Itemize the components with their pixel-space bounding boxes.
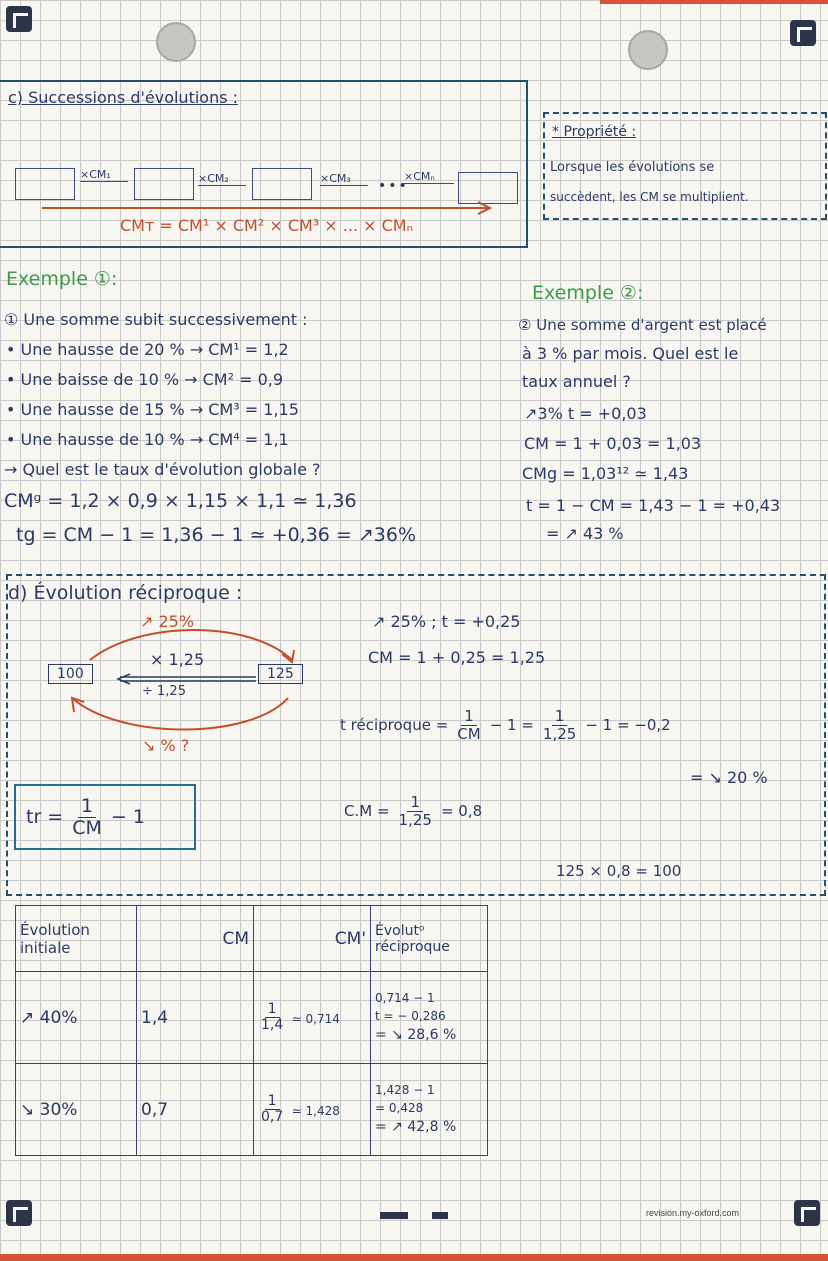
example2-line: ② Une somme d'argent est placé	[518, 316, 767, 334]
cm-result: = 0,8	[440, 802, 483, 820]
table-header-cell: Évolution initiale	[16, 906, 137, 972]
arrow-label-cm3: ×CM₃	[320, 172, 368, 186]
table-cell-cmp	[254, 1064, 371, 1156]
example2-line: à 3 % par mois. Quel est le	[522, 344, 739, 363]
cm-den: 1,25	[398, 810, 432, 829]
arrow-label-cm2: ×CM₂	[198, 172, 246, 186]
example1-line: • Une hausse de 20 % → CM¹ = 1,2	[6, 340, 289, 359]
recip-frac2-den: 1,25	[542, 724, 577, 743]
cmp-den: 1,4	[261, 1017, 284, 1033]
recip-step: = ↘ 28,6 %	[375, 1027, 457, 1043]
recip-label: t réciproque =	[340, 716, 449, 734]
punch-hole-left	[156, 22, 196, 62]
tr-rhs: − 1	[110, 806, 145, 829]
table-cell-cm: 0,7	[137, 1064, 254, 1156]
example2-line: = ↗ 43 %	[546, 524, 624, 543]
recip-line2: CM = 1 + 0,25 = 1,25	[368, 648, 546, 667]
recip-step: t = − 0,286	[375, 1009, 446, 1023]
corner-mark-bottom-right	[794, 1200, 820, 1226]
example1-question: → Quel est le taux d'évolution globale ?	[4, 460, 321, 479]
arrow-label-cmn: ×CMₙ	[404, 170, 454, 184]
example1-calc1: CMᵍ = 1,2 × 0,9 × 1,15 × 1,1 ≃ 1,36	[4, 490, 357, 512]
example1-title: Exemple ①:	[6, 268, 118, 290]
recip-frac1-den: CM	[457, 724, 481, 743]
table-cell-initial: ↗ 40%	[16, 972, 137, 1064]
punch-hole-right	[628, 30, 668, 70]
ellipsis-dots: •••	[378, 178, 409, 194]
cm-total-formula: CMᴛ = CM¹ × CM² × CM³ × ... × CMₙ	[120, 216, 413, 235]
corner-mark-bottom-left	[6, 1200, 32, 1226]
recip-frac2-num: 1	[552, 708, 568, 726]
example1-intro: ① Une somme subit successivement :	[4, 310, 308, 329]
table-row	[16, 1064, 488, 1156]
property-text-line2: succèdent, les CM se multiplient.	[550, 190, 749, 204]
recip-step: 1,428 − 1	[375, 1083, 435, 1097]
recip-formula	[340, 708, 671, 742]
recip-end: − 1 = −0,2	[585, 716, 671, 734]
section-c-title: c) Successions d'évolutions :	[8, 88, 239, 107]
property-title: * Propriété :	[552, 124, 637, 140]
example2-line: CMg = 1,03¹² ≃ 1,43	[522, 464, 689, 483]
example2-line: ↗3% t = +0,03	[524, 404, 647, 423]
evolution-cell	[252, 168, 312, 200]
table-header-cell: CM	[137, 906, 254, 972]
example1-calc2: tg = CM − 1 = 1,36 − 1 ≃ +0,36 = ↗36%	[16, 524, 417, 546]
global-arrow	[40, 198, 500, 218]
table-cell-cmp	[254, 972, 371, 1064]
cm-formula	[344, 794, 482, 828]
bottom-red-edge	[0, 1254, 828, 1261]
corner-mark-top-right	[790, 20, 816, 46]
cm-label: C.M =	[344, 802, 390, 820]
table-header-row	[16, 906, 488, 972]
diagram-bottom-label: ↘ % ?	[142, 736, 190, 755]
footer-mark	[380, 1212, 408, 1219]
table-row	[16, 972, 488, 1064]
top-red-edge	[600, 0, 828, 4]
table-cell-recip	[371, 972, 488, 1064]
recip-mid: − 1 =	[489, 716, 534, 734]
evolution-cell	[134, 168, 194, 200]
example2-line: taux annuel ?	[522, 372, 631, 391]
reciprocal-table	[15, 905, 488, 1156]
cmp-num: 1	[265, 1094, 280, 1110]
example2-line: t = 1 − CM = 1,43 − 1 = +0,43	[526, 496, 781, 515]
example2-line: CM = 1 + 0,03 = 1,03	[524, 434, 702, 453]
cmp-value: ≃ 1,428	[291, 1103, 340, 1118]
cmp-value: ≃ 0,714	[291, 1011, 340, 1026]
example1-line: • Une baisse de 10 % → CM² = 0,9	[6, 370, 284, 389]
cmp-den: 0,7	[261, 1109, 284, 1125]
corner-mark-top-left	[6, 6, 32, 32]
diagram-right-value: 125	[258, 664, 303, 684]
table-cell-recip	[371, 1064, 488, 1156]
diagram-top-label: ↗ 25%	[140, 612, 195, 631]
footer-mark	[432, 1212, 448, 1219]
table-header-cell: CM'	[254, 906, 371, 972]
recip-step: = ↗ 42,8 %	[375, 1119, 457, 1135]
tr-denominator: CM	[72, 816, 102, 839]
table-cell-cm: 1,4	[137, 972, 254, 1064]
tr-numerator: 1	[78, 796, 96, 818]
recip-step: = 0,428	[375, 1101, 424, 1115]
recip-result: = ↘ 20 %	[690, 768, 768, 787]
evolution-cell	[15, 168, 75, 200]
recip-line1: ↗ 25% ; t = +0,25	[372, 612, 521, 631]
diagram-divide-label: ÷ 1,25	[142, 684, 186, 699]
cmp-num: 1	[265, 1002, 280, 1018]
property-text-line1: Lorsque les évolutions se	[550, 160, 715, 175]
table-header-cell: Évolutᵒ réciproque	[371, 906, 488, 972]
tr-formula	[26, 796, 145, 839]
diagram-multiply-label: × 1,25	[150, 650, 205, 669]
verification-line: 125 × 0,8 = 100	[556, 862, 682, 880]
table-cell-initial: ↘ 30%	[16, 1064, 137, 1156]
arrow-label-cm1: ×CM₁	[80, 168, 128, 182]
tr-lhs: tr =	[26, 806, 64, 829]
example2-title: Exemple ②:	[532, 282, 644, 304]
cm-num: 1	[407, 794, 423, 812]
section-d-title: d) Évolution réciproque :	[8, 582, 243, 604]
footer-site: revision.my-oxford.com	[646, 1208, 740, 1218]
example1-line: • Une hausse de 15 % → CM³ = 1,15	[6, 400, 299, 419]
diagram-left-value: 100	[48, 664, 93, 684]
example1-line: • Une hausse de 10 % → CM⁴ = 1,1	[6, 430, 289, 449]
recip-frac1-num: 1	[461, 708, 477, 726]
recip-step: 0,714 − 1	[375, 991, 435, 1005]
